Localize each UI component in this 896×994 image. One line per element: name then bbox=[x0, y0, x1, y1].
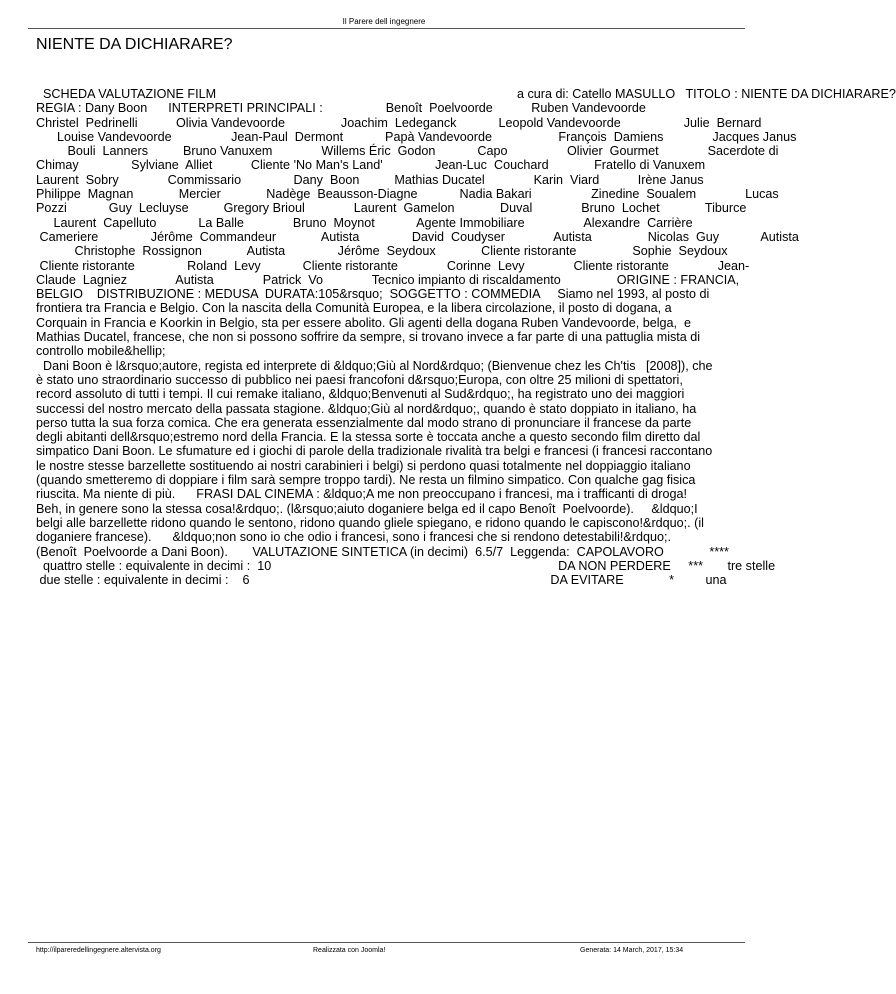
header-divider bbox=[28, 28, 745, 29]
body-line: Corquain in Francia e Koorkin in Belgio, sta per essere abolito. Gli agenti della dogana Ruben Vandevoorde, belga, e bbox=[36, 315, 692, 330]
body-line: le nostre stesse barzellette sostituendo ai nostri carabinieri i belgi) si perdono quasi totalmente nel doppiaggio italiano bbox=[36, 458, 691, 473]
body-line: REGIA : Dany Boon INTERPRETI PRINCIPALI : Benoît Poelvoorde Ruben Vandevoorde bbox=[36, 101, 646, 116]
article-body bbox=[36, 87, 896, 588]
body-line: perso tutta la sua forza comica. Che era generata essenzialmente dal modo strano di pronunciare il francese da parte bbox=[36, 415, 692, 430]
footer-divider bbox=[28, 942, 745, 943]
article-title: NIENTE DA DICHIARARE? bbox=[36, 36, 233, 53]
body-line: Dani Boon è l&rsquo;autore, regista ed interprete di &ldquo;Giù al Nord&rdquo; (Bienvenue chez les Ch'tis [2008]), che bbox=[36, 358, 713, 373]
body-line: successi del nostro mercato della passata stagione. &ldquo;Giù al nord&rdquo;, quando è stato doppiato in italiano, ha bbox=[36, 401, 697, 416]
body-line: doganiere francese). &ldquo;non sono io che odio i francesi, sono i francesi che si rendono detestabili!&rdquo;. bbox=[36, 530, 671, 545]
body-line: Claude Lagniez Autista Patrick Vo Tecnico impianto di riscaldamento ORIGINE : FRANCIA, bbox=[36, 272, 740, 287]
body-line: Beh, in genere sono la stessa cosa!&rdquo;. (l&rsquo;aiuto doganiere belga ed il capo Benoît Poelvoorde). &ldquo;I bbox=[36, 501, 698, 516]
body-line: Chimay Sylviane Alliet Cliente 'No Man's Land' Jean-Luc Couchard Fratello di Vanuxem bbox=[36, 158, 706, 173]
body-line: controllo mobile&hellip; bbox=[36, 344, 166, 359]
body-line: riuscita. Ma niente di più. FRASI DAL CINEMA : &ldquo;A me non preoccupano i francesi, ma i trafficanti di droga! bbox=[36, 487, 687, 502]
body-line: SCHEDA VALUTAZIONE FILM a cura di: Catello MASULLO TITOLO : NIENTE DA DICHIARARE? bbox=[36, 87, 896, 101]
body-line: degli abitanti dell&rsquo;estremo nord della Francia. E la stessa sorte è toccata anche a questo secondo film diretto dal bbox=[36, 430, 701, 445]
body-line: Christel Pedrinelli Olivia Vandevoorde Joachim Ledeganck Leopold Vandevoorde Julie Bernard bbox=[36, 115, 762, 130]
body-line: (Benoît Poelvoorde a Dani Boon). VALUTAZIONE SINTETICA (in decimi) 6.5/7 Leggenda: CAPOLAVORO **** bbox=[36, 544, 729, 559]
body-line: belgi alle barzellette ridono quando le sentono, ridono quando gliele spiegano, e ridono quando le capiscono!&rdquo;. (il bbox=[36, 515, 704, 530]
footer-generated: Generata: 14 March, 2017, 15:34 bbox=[580, 947, 684, 954]
body-line: (quando smetteremo di doppiare i film sarà sempre troppo tardi). Ne resta un filmino simpatico. Con qualche gag fisica bbox=[36, 473, 696, 488]
body-line: due stelle : equivalente in decimi : 6 DA EVITARE * una bbox=[36, 573, 727, 588]
body-line: Philippe Magnan Mercier Nadège Beausson-Diagne Nadia Bakari Zinedine Soualem Lucas bbox=[36, 187, 779, 202]
body-line: Cameriere Jérôme Commandeur Autista David Coudyser Autista Nicolas Guy Autista bbox=[36, 229, 799, 244]
body-line: Laurent Capelluto La Balle Bruno Moynot Agente Immobiliare Alexandre Carrière bbox=[36, 215, 693, 230]
body-line: Bouli Lanners Bruno Vanuxem Willems Éric Godon Capo Olivier Gourmet Sacerdote di bbox=[36, 144, 779, 159]
body-line: frontiera tra Francia e Belgio. Con la nascita della Comunità Europea, e la libera circolazione, il posto di dogana, a bbox=[36, 301, 672, 316]
footer-url: http://ilpareredellingegnere.altervista.org bbox=[36, 947, 161, 954]
body-line: Mathias Ducatel, francese, che non si possono soffrire da sempre, si trovano invece a far parte di una pattuglia mista di bbox=[36, 330, 701, 345]
body-line: record assoluto di tutti i tempi. Il cui remake italiano, &ldquo;Benvenuti al Sud&rdquo;, ha registrato uno dei maggiori bbox=[36, 387, 685, 402]
body-line: Louise Vandevoorde Jean-Paul Dermont Papà Vandevoorde François Damiens Jacques Janus bbox=[36, 129, 797, 144]
body-line: Laurent Sobry Commissario Dany Boon Mathias Ducatel Karin Viard Irène Janus bbox=[36, 172, 704, 187]
body-line: BELGIO DISTRIBUZIONE : MEDUSA DURATA:105&rsquo; SOGGETTO : COMMEDIA Siamo nel 1993, al posto di bbox=[36, 287, 710, 302]
footer-cms: Realizzata con Joomla! bbox=[313, 947, 386, 954]
body-line: Cliente ristorante Roland Levy Cliente ristorante Corinne Levy Cliente ristorante Jean- bbox=[36, 258, 750, 273]
body-line: Christophe Rossignon Autista Jérôme Seydoux Cliente ristorante Sophie Seydoux bbox=[36, 244, 728, 259]
site-title: Il Parere dell ingegnere bbox=[342, 17, 426, 26]
body-line: è stato uno straordinario successo di pubblico nei paesi francofoni d&rsquo;Europa, con oltre 25 milioni di spettatori, bbox=[36, 372, 683, 387]
body-line: simpatico Dani Boon. Le sfumature ed i giochi di parole della tradizionale rivalità tra belgi e francesi (i francesi raccontano bbox=[36, 444, 713, 459]
body-line: quattro stelle : equivalente in decimi : 10 DA NON PERDERE *** tre stelle bbox=[36, 558, 776, 573]
body-line: Pozzi Guy Lecluyse Gregory Brioul Laurent Gamelon Duval Bruno Lochet Tiburce bbox=[36, 201, 747, 216]
